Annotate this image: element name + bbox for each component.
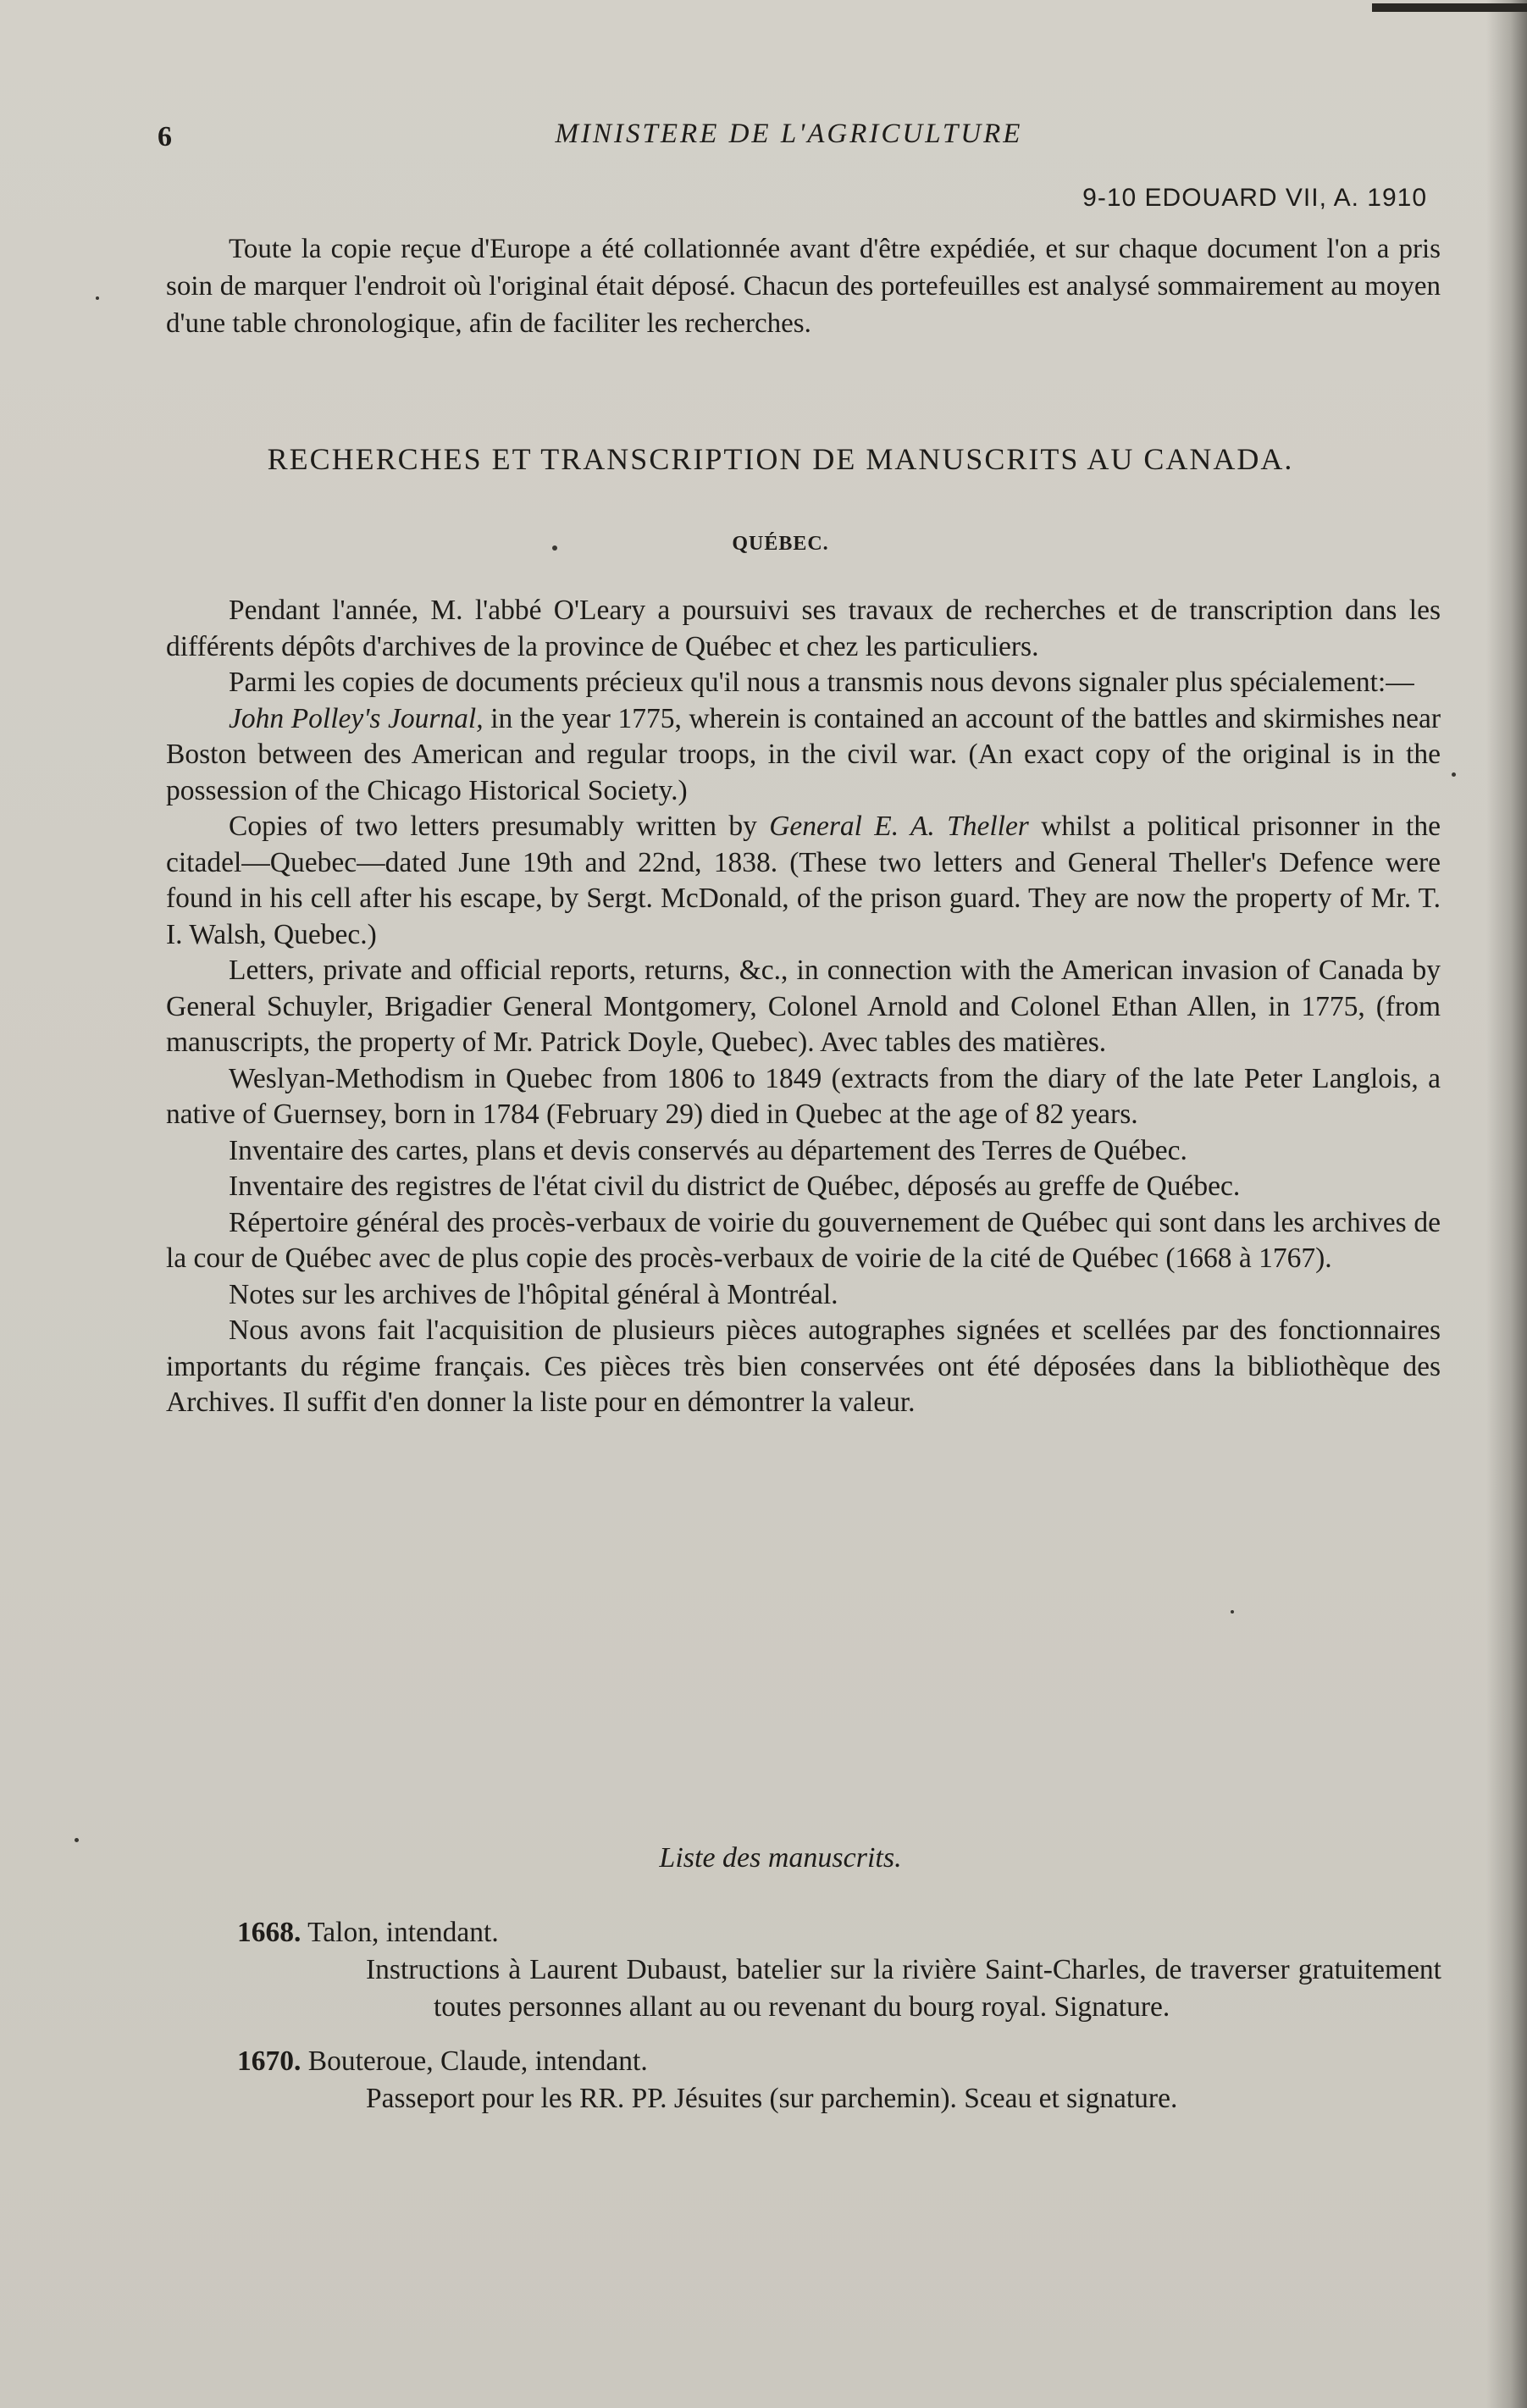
paragraph-theller [166,809,1441,953]
entry-description: Instructions à Laurent Dubaust, batelier sur la rivière Saint-Charles, de traverser gratuitement toutes personnes allant au ou revenant du bourg royal. Signature. [366,1954,1441,2023]
entry-description: Passeport pour les RR. PP. Jésuites (sur parchemin). Sceau et signature. [366,2083,1178,2114]
entry-head [166,1914,1445,1951]
journal-title: John Polley's Journal, [229,702,484,734]
entry-head [166,2043,1445,2080]
entry-name: Bouteroue, Claude, intendant. [301,2045,648,2077]
page-number: 6 [158,121,172,152]
paper-speck [1231,1610,1234,1614]
paragraph-text: in the year 1775, wherein is contained an account of the battles and skirmishes near Boston between des American and regular troops, in the civil war. (An exact copy of the original is in the possession of the Chicago Historical Society.) [166,702,1441,806]
session-label: 9-10 EDOUARD VII, A. 1910 [1082,184,1427,212]
paragraph: Parmi les copies de documents précieux qu'il nous a transmis nous devons signaler plus spécialement:— [229,667,1414,698]
running-title: MINISTERE DE L'AGRICULTURE [555,119,1023,149]
section-heading: RECHERCHES ET TRANSCRIPTION DE MANUSCRITS AU CANADA. [267,442,1294,476]
entry-name: Talon, intendant. [301,1917,499,1948]
paragraph: Répertoire général des procès-verbaux de voirie du gouvernement de Québec qui sont dans les archives de la cour de Québec avec de plus copie des procès-verbaux de voirie de la cité de Québec (1668 à 1767). [166,1206,1441,1274]
intro-paragraph: Toute la copie reçue d'Europe a été collationnée avant d'être expédiée, et sur chaque document l'on a pris soin de marquer l'endroit où l'original était déposé. Chacun des portefeuilles est analysé sommairement au moyen d'une table chronologique, afin de faciliter les recherches. [166,234,1441,339]
entry-year: 1670. [237,2045,302,2077]
paragraph: Notes sur les archives de l'hôpital général à Montréal. [229,1278,838,1310]
intro-block [166,230,1441,342]
list-item [166,1914,1445,2026]
paragraph: Letters, private and official reports, returns, &c., in connection with the American invasion of Canada by General Schuyler, Brigadier General Montgomery, Colonel Arnold and Colonel Ethan Allen, in 1775, (from manuscripts, the property of Mr. Patrick Doyle, Quebec). Avec tables des matières. [166,955,1441,1058]
paragraph: Inventaire des registres de l'état civil du district de Québec, déposés au greffe de Québec. [229,1171,1241,1202]
sub-heading: QUÉBEC. [732,533,829,555]
paper-speck [552,545,557,551]
paper-speck [75,1838,79,1842]
main-text [166,593,1441,1421]
entry-year: 1668. [237,1917,302,1948]
manuscript-list [166,1914,1445,2134]
paragraph: Nous avons fait l'acquisition de plusieurs pièces autographes signées et scellées par des fonctionnaires importants du régime français. Ces pièces très bien conservées ont été déposées dans la bibliothèque des Archives. Il suffit d'en donner la liste pour en démontrer la valeur. [166,1315,1441,1418]
paragraph-polley [166,701,1441,810]
list-heading: Liste des manuscrits. [659,1842,902,1874]
paragraph: Pendant l'année, M. l'abbé O'Leary a poursuivi ses travaux de recherches et de transcription dans les différents dépôts d'archives de la province de Québec et chez les particuliers. [166,595,1441,662]
person-name: General E. A. Theller [769,811,1029,842]
list-item [166,2043,1445,2117]
paragraph: Inventaire des cartes, plans et devis conservés au département des Terres de Québec. [229,1134,1187,1166]
page-edge-shadow [1486,0,1527,2408]
paper-speck [1452,772,1456,777]
paragraph-text: whilst a political prisonner in the citadel—Quebec—dated June 19th and 22nd, 1838. (These two letters and General Theller's Defence were found in his cell after his escape, by Sergt. McDonald, of the prison guard. They are now the property of Mr. T. I. Walsh, Quebec.) [166,811,1441,950]
paragraph-text: Copies of two letters presumably written by [229,811,770,842]
top-edge-line [1372,3,1527,12]
paragraph: Weslyan-Methodism in Quebec from 1806 to 1849 (extracts from the diary of the late Peter Langlois, a native of Guernsey, born in 1784 (February 29) died in Quebec at the age of 82 years. [166,1062,1441,1130]
paper-speck [96,296,99,300]
